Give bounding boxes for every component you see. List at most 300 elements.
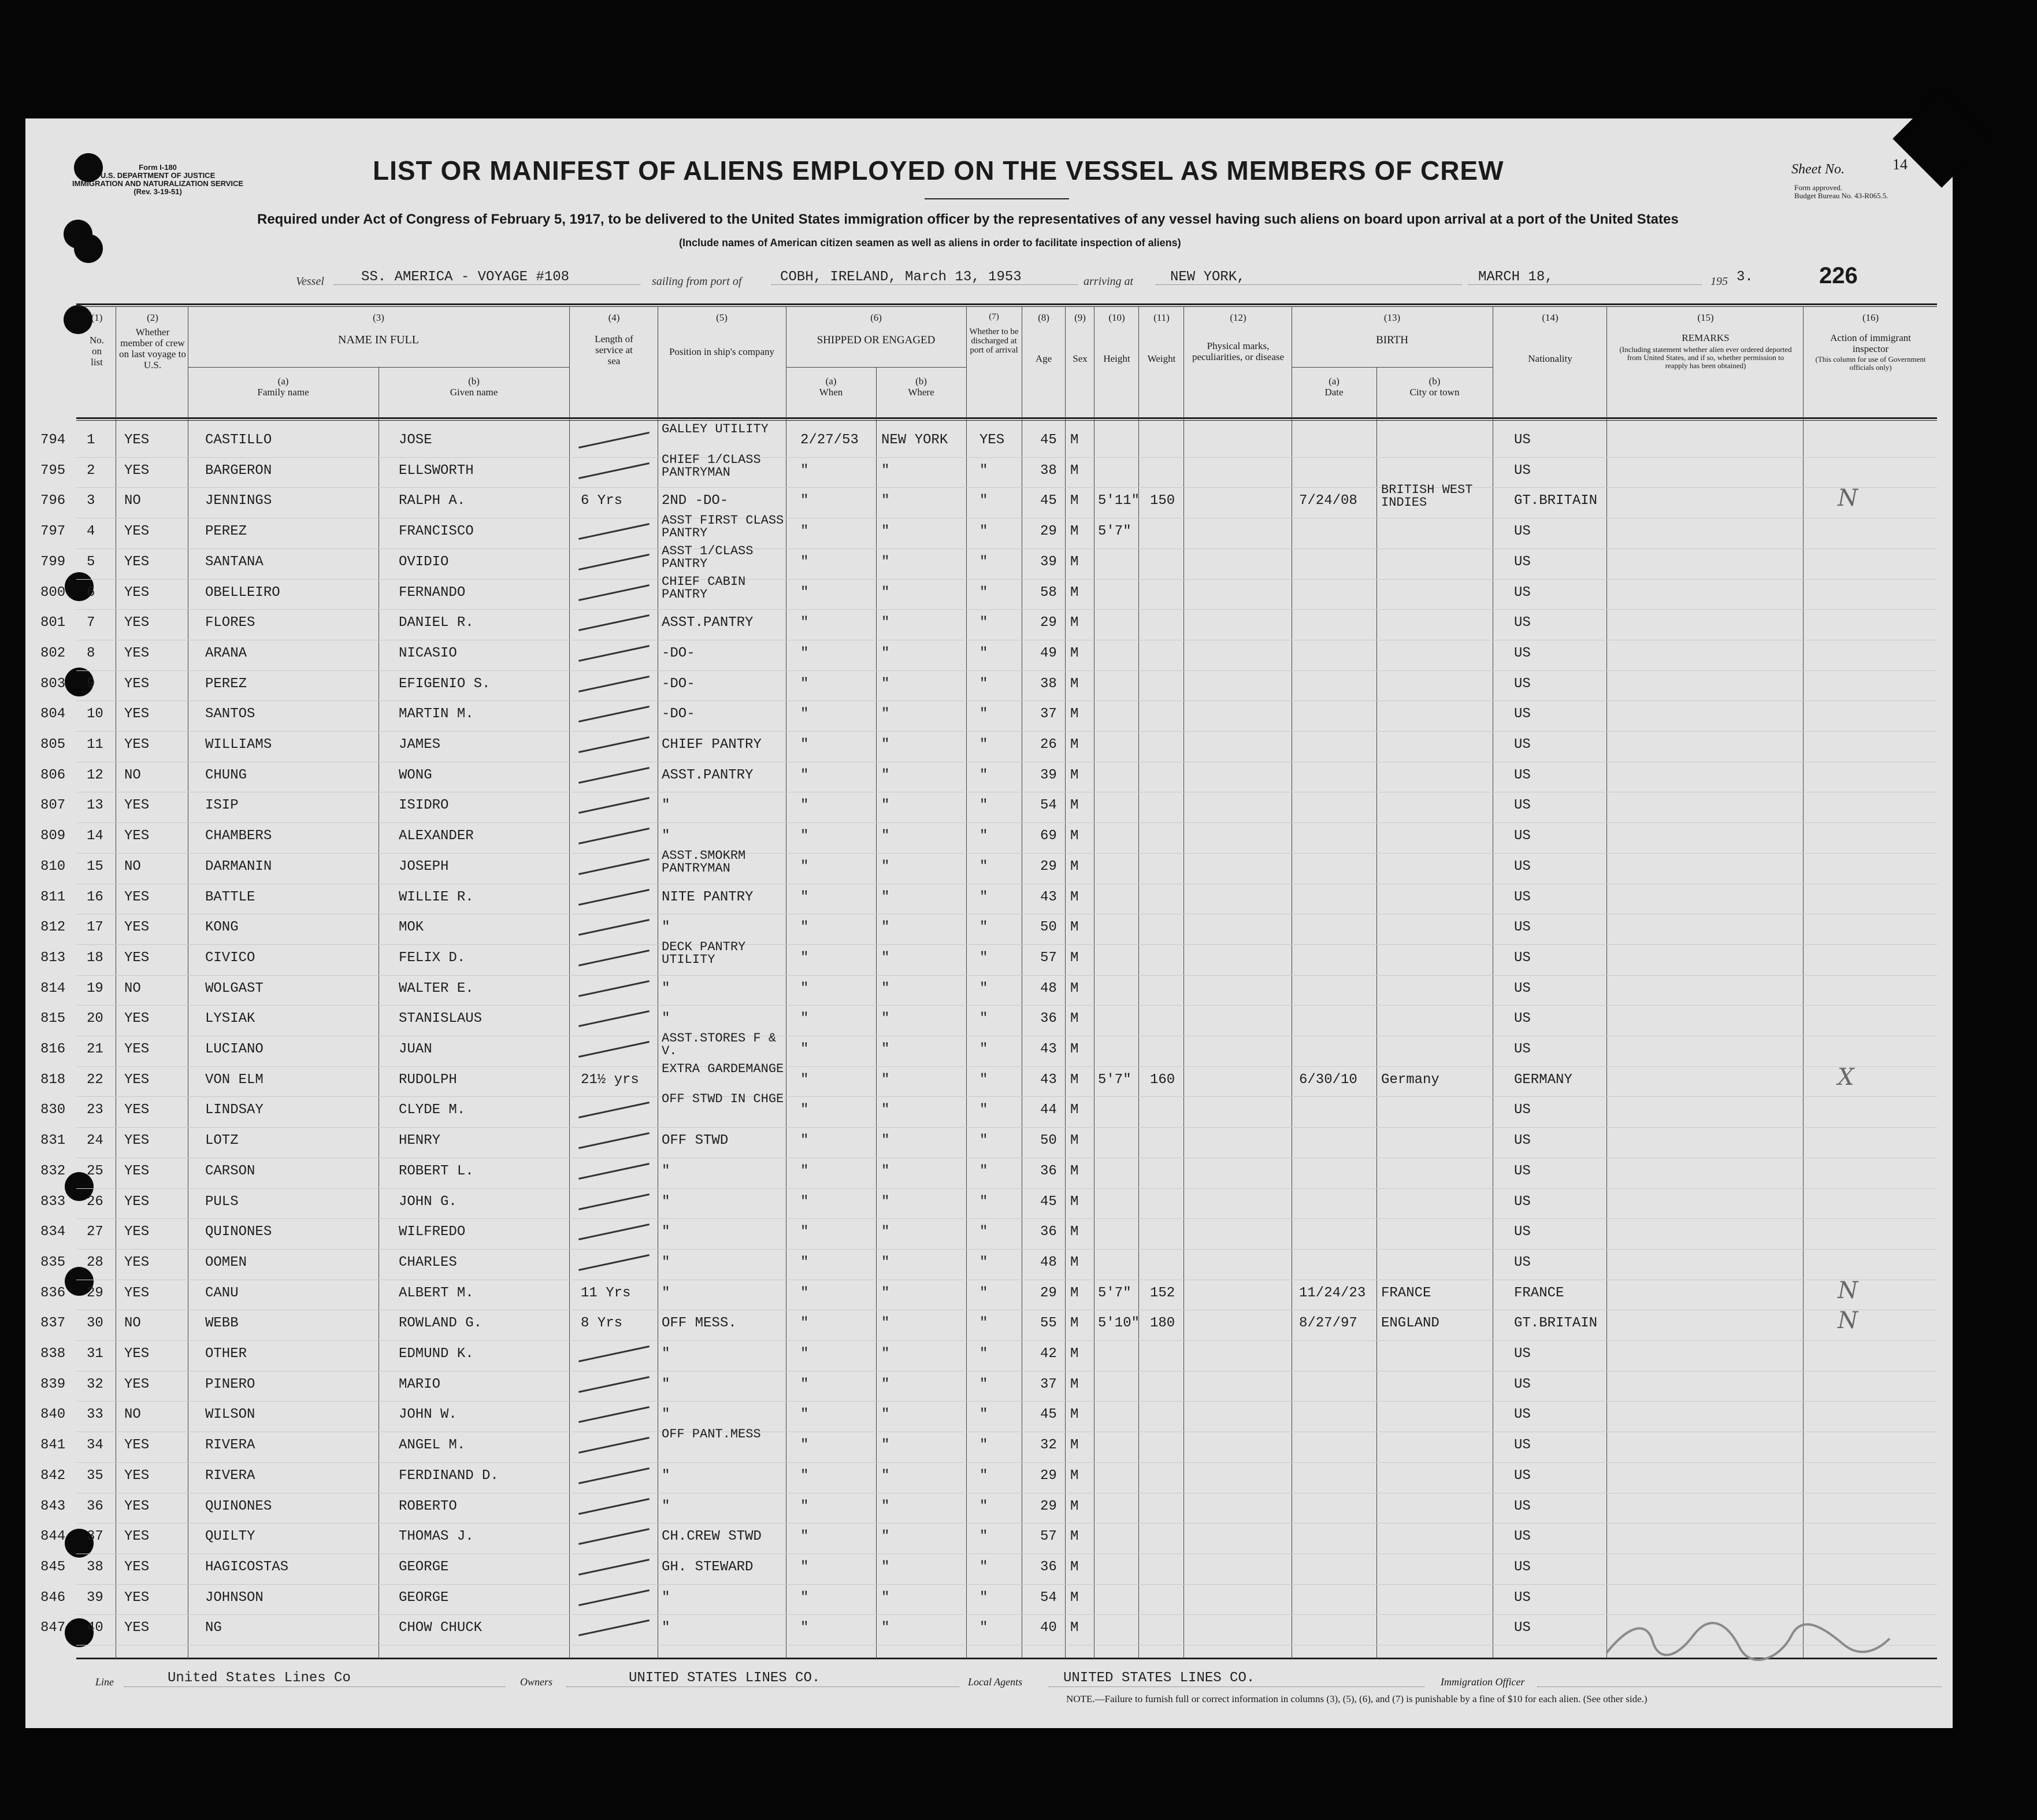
nationality: US (1514, 615, 1531, 631)
col13b-letter: (b) (1429, 376, 1441, 387)
col5-header (659, 312, 785, 357)
position: ASST.PANTRY (662, 767, 754, 783)
sex: M (1070, 524, 1079, 540)
shipped-when: " (800, 584, 809, 601)
family-name: QUINONES (205, 1498, 272, 1514)
age: 38 (1040, 676, 1057, 692)
shipped-where: " (881, 737, 890, 753)
shipped-when: 2/27/53 (800, 432, 859, 448)
discharge-at-arrival: " (979, 737, 988, 753)
row-margin-number: 815 (40, 1011, 66, 1027)
birth-date: 7/24/08 (1299, 493, 1357, 509)
family-name: WILLIAMS (205, 737, 272, 753)
birth-place: ENGLAND (1381, 1315, 1439, 1332)
sex: M (1070, 1163, 1079, 1179)
position: " (662, 1498, 670, 1514)
shipped-when: " (800, 828, 809, 844)
crew-last-voyage: YES (124, 1193, 150, 1210)
table-row (0, 543, 2037, 579)
row-number: 21 (87, 1041, 103, 1057)
sex: M (1070, 1529, 1079, 1545)
col7-label: Whether to be discharged at port of arrival (969, 327, 1019, 355)
port-to-underline (1156, 284, 1462, 285)
col5-number: (5) (716, 312, 728, 323)
sex: M (1070, 645, 1079, 661)
row-number: 36 (87, 1498, 103, 1514)
inspector-action: N (1838, 1307, 1858, 1335)
nationality: US (1514, 554, 1531, 570)
col4-number: (4) (608, 312, 620, 323)
shipped-when: " (800, 1224, 809, 1240)
row-number: 5 (87, 554, 95, 570)
given-name: CHOW CHUCK (399, 1620, 483, 1636)
col2-label: Whether member of crew on last voyage to U.S. (119, 327, 186, 370)
sex: M (1070, 767, 1079, 783)
col6b-header (876, 376, 966, 398)
row-margin-number: 842 (40, 1467, 66, 1484)
col3-label: NAME IN FULL (338, 333, 419, 346)
shipped-when: " (800, 645, 809, 661)
crew-last-voyage: YES (124, 1133, 150, 1149)
col6a-label: When (819, 387, 843, 398)
given-name: WILFREDO (399, 1224, 466, 1240)
age: 50 (1040, 1133, 1057, 1149)
position: " (662, 1407, 670, 1423)
sex: M (1070, 615, 1079, 631)
sex: M (1070, 1437, 1079, 1454)
discharge-at-arrival: " (979, 554, 988, 570)
col16-label: Action of immigrant inspector (1830, 332, 1911, 354)
table-row (0, 1493, 2037, 1523)
position: -DO- (662, 676, 695, 692)
nationality: US (1514, 524, 1531, 540)
nationality: US (1514, 1041, 1531, 1057)
check-stroke (578, 1437, 650, 1454)
discharge-at-arrival: " (979, 1437, 988, 1454)
crew-last-voyage: NO (124, 980, 141, 996)
inspector-signature (1595, 1618, 1895, 1665)
sex: M (1070, 462, 1079, 479)
age: 36 (1040, 1224, 1057, 1240)
age: 43 (1040, 1041, 1057, 1057)
sex: M (1070, 950, 1079, 966)
check-stroke (578, 950, 650, 966)
given-name: JOSEPH (399, 858, 449, 874)
col3a-letter: (a) (277, 376, 289, 387)
row-number: 20 (87, 1011, 103, 1027)
given-name: ROBERTO (399, 1498, 457, 1514)
discharge-at-arrival: " (979, 1224, 988, 1240)
row-number: 14 (87, 828, 103, 844)
age: 39 (1040, 767, 1057, 783)
sex: M (1070, 1041, 1079, 1057)
col15-sub: (Including statement whether alien ever ordered deported from United States, and if so, whether permission to reapply has been obtained) (1619, 345, 1792, 370)
row-margin-number: 840 (40, 1407, 66, 1423)
row-number: 30 (87, 1315, 103, 1332)
given-name: JAMES (399, 737, 441, 753)
row-number: 17 (87, 920, 103, 936)
col10-label: Height (1103, 353, 1130, 364)
given-name: FERNANDO (399, 584, 466, 601)
given-name: FERDINAND D. (399, 1467, 499, 1484)
col4-header (572, 312, 656, 366)
shipped-where: " (881, 889, 890, 905)
check-stroke (578, 1010, 650, 1027)
row-margin-number: 803 (40, 676, 66, 692)
col12-number: (12) (1230, 312, 1246, 323)
check-stroke (578, 1528, 650, 1545)
table-row (0, 422, 2037, 457)
shipped-where: " (881, 1407, 890, 1423)
col2-header (118, 312, 187, 370)
family-name: NG (205, 1620, 222, 1636)
check-stroke (578, 1102, 650, 1118)
agents-label: Local Agents (968, 1676, 1023, 1688)
discharge-at-arrival: " (979, 1193, 988, 1210)
family-name: DARMANIN (205, 858, 272, 874)
family-name: CHUNG (205, 767, 247, 783)
col3-header (188, 312, 569, 346)
row-margin-number: 801 (40, 615, 66, 631)
col1-header (78, 312, 116, 368)
given-name: EDMUND K. (399, 1346, 474, 1362)
approval-bureau: Budget Bureau No. 43-R065.5. (1794, 191, 1888, 200)
nationality: US (1514, 432, 1531, 448)
age: 45 (1040, 1407, 1057, 1423)
row-margin-number: 844 (40, 1529, 66, 1545)
discharge-at-arrival: " (979, 1467, 988, 1484)
position: " (662, 1467, 670, 1484)
sex: M (1070, 1346, 1079, 1362)
shipped-when: " (800, 706, 809, 722)
shipped-where: " (881, 1041, 890, 1057)
nationality: US (1514, 1163, 1531, 1179)
col11-header (1140, 312, 1183, 364)
position: -DO- (662, 645, 695, 661)
length-of-service: 11 Yrs (581, 1285, 631, 1301)
crew-last-voyage: YES (124, 1346, 150, 1362)
age: 29 (1040, 615, 1057, 631)
age: 48 (1040, 980, 1057, 996)
row-number: 18 (87, 950, 103, 966)
check-stroke (578, 1224, 650, 1240)
crew-last-voyage: YES (124, 676, 150, 692)
sex: M (1070, 1376, 1079, 1392)
given-name: JOHN W. (399, 1407, 457, 1423)
row-number: 28 (87, 1254, 103, 1270)
given-name: NICASIO (399, 645, 457, 661)
given-name: STANISLAUS (399, 1011, 483, 1027)
position: " (662, 828, 670, 844)
check-stroke (578, 1406, 650, 1423)
crew-last-voyage: YES (124, 524, 150, 540)
nationality: US (1514, 1559, 1531, 1575)
position: ASST 1/CLASS PANTRY (662, 543, 754, 571)
height: 5'11" (1098, 493, 1140, 509)
col13b-label: City or town (1409, 387, 1460, 398)
height: 5'7" (1098, 1072, 1131, 1088)
shipped-where: " (881, 493, 890, 509)
crew-last-voyage: YES (124, 1559, 150, 1575)
crew-last-voyage: YES (124, 645, 150, 661)
row-margin-number: 796 (40, 493, 66, 509)
table-row (0, 792, 2037, 822)
row-number: 7 (87, 615, 95, 631)
table-row (0, 1249, 2037, 1279)
family-name: SANTANA (205, 554, 264, 570)
discharge-at-arrival: " (979, 1407, 988, 1423)
crew-last-voyage: YES (124, 1498, 150, 1514)
position: " (662, 1285, 670, 1301)
table-row (0, 1427, 2037, 1462)
col3-number: (3) (373, 312, 384, 323)
given-name: ROBERT L. (399, 1163, 474, 1179)
row-margin-number: 813 (40, 950, 66, 966)
sailing-label: sailing from port of (652, 275, 742, 288)
sex: M (1070, 828, 1079, 844)
sex: M (1070, 1072, 1079, 1088)
row-margin-number: 838 (40, 1346, 66, 1362)
discharge-at-arrival: " (979, 1285, 988, 1301)
age: 29 (1040, 524, 1057, 540)
row-number: 23 (87, 1102, 103, 1118)
given-name: WILLIE R. (399, 889, 474, 905)
col13-number: (13) (1383, 312, 1401, 323)
shipped-where: " (881, 1589, 890, 1606)
shipped-when: " (800, 1254, 809, 1270)
shipped-when: " (800, 1285, 809, 1301)
position: CHIEF 1/CLASS PANTRYMAN (662, 452, 761, 480)
check-stroke (578, 736, 650, 753)
col6-label: SHIPPED OR ENGAGED (817, 334, 936, 346)
crew-last-voyage: YES (124, 920, 150, 936)
family-name: JENNINGS (205, 493, 272, 509)
age: 69 (1040, 828, 1057, 844)
birth-date: 11/24/23 (1299, 1285, 1366, 1301)
shipped-where: " (881, 1193, 890, 1210)
check-stroke (578, 1041, 650, 1058)
given-name: FELIX D. (399, 950, 466, 966)
age: 43 (1040, 889, 1057, 905)
age: 45 (1040, 493, 1057, 509)
given-name: MARTIN M. (399, 706, 474, 722)
given-name: MARIO (399, 1376, 441, 1392)
discharge-at-arrival: " (979, 798, 988, 814)
given-name: WALTER E. (399, 980, 474, 996)
given-name: JOSE (399, 432, 432, 448)
crew-last-voyage: NO (124, 493, 141, 509)
shipped-when: " (800, 889, 809, 905)
check-stroke (578, 1498, 650, 1515)
given-name: CHARLES (399, 1254, 457, 1270)
crew-last-voyage: YES (124, 584, 150, 601)
row-number: 19 (87, 980, 103, 996)
sex: M (1070, 1559, 1079, 1575)
shipped-where: " (881, 615, 890, 631)
row-number: 9 (87, 676, 95, 692)
age: 44 (1040, 1102, 1057, 1118)
crew-last-voyage: YES (124, 1467, 150, 1484)
officer-label: Immigration Officer (1441, 1676, 1525, 1688)
position: " (662, 920, 670, 936)
position: CHIEF PANTRY (662, 737, 762, 753)
shipped-when: " (800, 1102, 809, 1118)
age: 39 (1040, 554, 1057, 570)
nationality: US (1514, 1529, 1531, 1545)
discharge-at-arrival: " (979, 1011, 988, 1027)
sex: M (1070, 1589, 1079, 1606)
shipped-when: " (800, 554, 809, 570)
shipped-where: " (881, 645, 890, 661)
birth-subheader-rule (1292, 367, 1493, 368)
length-of-service: 21½ yrs (581, 1072, 639, 1088)
shipped-when: " (800, 737, 809, 753)
col13-label: BIRTH (1376, 334, 1408, 346)
sex: M (1070, 1224, 1079, 1240)
crew-last-voyage: YES (124, 737, 150, 753)
position: " (662, 1224, 670, 1240)
sex: M (1070, 432, 1079, 448)
family-name: BATTLE (205, 889, 255, 905)
table-row (0, 1307, 2037, 1340)
col8-label: Age (1035, 353, 1052, 364)
nationality: US (1514, 1102, 1531, 1118)
shipped-where: " (881, 462, 890, 479)
shipped-where: " (881, 1102, 890, 1118)
punch-hole (74, 234, 103, 263)
age: 38 (1040, 462, 1057, 479)
check-stroke (578, 462, 650, 479)
given-name: HENRY (399, 1133, 441, 1149)
family-name: LYSIAK (205, 1011, 255, 1027)
row-margin-number: 811 (40, 889, 66, 905)
row-number: 32 (87, 1376, 103, 1392)
shipped-when: " (800, 1041, 809, 1057)
col13a-header (1292, 376, 1376, 398)
department: U.S. DEPARTMENT OF JUSTICE (100, 171, 216, 180)
name-subheader-rule (188, 367, 569, 368)
position: " (662, 1163, 670, 1179)
position: OFF STWD IN CHGE (662, 1092, 784, 1107)
given-name: ALBERT M. (399, 1285, 474, 1301)
given-name: WONG (399, 767, 432, 783)
line-value: United States Lines Co (168, 1670, 351, 1686)
sex: M (1070, 920, 1079, 936)
col13a-letter: (a) (1329, 376, 1340, 387)
sex: M (1070, 584, 1079, 601)
crew-last-voyage: YES (124, 1529, 150, 1545)
col13-header (1292, 312, 1493, 346)
header-bottom-rule (76, 417, 1937, 419)
row-margin-number: 818 (40, 1072, 66, 1088)
row-margin-number: 794 (40, 432, 66, 448)
position: GALLEY UTILITY (662, 422, 769, 436)
arriving-label: arriving at (1084, 275, 1134, 288)
row-number: 26 (87, 1193, 103, 1210)
service: IMMIGRATION AND NATURALIZATION SERVICE (72, 179, 244, 188)
family-name: PEREZ (205, 524, 247, 540)
discharge-at-arrival: " (979, 1041, 988, 1057)
row-margin-number: 802 (40, 645, 66, 661)
nationality: US (1514, 798, 1531, 814)
sex: M (1070, 1620, 1079, 1636)
crew-last-voyage: YES (124, 1072, 150, 1088)
nationality: US (1514, 1011, 1531, 1027)
nationality: US (1514, 737, 1531, 753)
age: 50 (1040, 920, 1057, 936)
col8-header (1023, 312, 1064, 364)
discharge-at-arrival: " (979, 1620, 988, 1636)
col11-label: Weight (1147, 353, 1176, 364)
family-name: SANTOS (205, 706, 255, 722)
position: EXTRA GARDEMANGE (662, 1061, 784, 1076)
position: DECK PANTRY UTILITY (662, 939, 746, 967)
shipped-where: " (881, 1346, 890, 1362)
shipped-subheader-rule (786, 367, 966, 368)
table-row (0, 822, 2037, 852)
port-to-value: NEW YORK, (1170, 269, 1245, 285)
crew-last-voyage: YES (124, 1589, 150, 1606)
shipped-where: " (881, 1163, 890, 1179)
row-number: 16 (87, 889, 103, 905)
owners-label: Owners (520, 1676, 553, 1688)
crew-last-voyage: NO (124, 1315, 141, 1332)
row-number: 39 (87, 1589, 103, 1606)
crew-last-voyage: YES (124, 889, 150, 905)
inspector-action: N (1838, 1277, 1858, 1304)
shipped-where: " (881, 828, 890, 844)
row-margin-number: 807 (40, 798, 66, 814)
table-row (0, 1127, 2037, 1157)
shipped-where: " (881, 980, 890, 996)
sex: M (1070, 1133, 1079, 1149)
row-number: 27 (87, 1224, 103, 1240)
col13b-header (1376, 376, 1493, 398)
given-name: OVIDIO (399, 554, 449, 570)
col9-header (1066, 312, 1094, 364)
row-margin-number: 812 (40, 920, 66, 936)
age: 36 (1040, 1163, 1057, 1179)
position: -DO- (662, 706, 695, 722)
table-row (0, 1401, 2037, 1431)
row-number: 33 (87, 1407, 103, 1423)
check-stroke (578, 645, 650, 662)
table-row (0, 1061, 2037, 1096)
nationality: US (1514, 676, 1531, 692)
row-number: 8 (87, 645, 95, 661)
form-number: Form I-180 (139, 163, 177, 172)
age: 55 (1040, 1315, 1057, 1332)
discharge-at-arrival: " (979, 1254, 988, 1270)
shipped-when: " (800, 1498, 809, 1514)
nationality: US (1514, 706, 1531, 722)
vessel-value: SS. AMERICA - VOYAGE #108 (361, 269, 570, 285)
discharge-at-arrival: " (979, 1559, 988, 1575)
table-row (0, 1371, 2037, 1401)
family-name: FLORES (205, 615, 255, 631)
table-row (0, 914, 2037, 944)
line-label: Line (95, 1676, 114, 1688)
shipped-where: " (881, 1498, 890, 1514)
crew-last-voyage: NO (124, 858, 141, 874)
row-number: 15 (87, 858, 103, 874)
discharge-at-arrival: " (979, 676, 988, 692)
row-number: 34 (87, 1437, 103, 1454)
row-number: 25 (87, 1163, 103, 1179)
shipped-where: " (881, 1011, 890, 1027)
table-row (0, 1188, 2037, 1218)
position: ASST FIRST CLASS PANTRY (662, 513, 784, 541)
